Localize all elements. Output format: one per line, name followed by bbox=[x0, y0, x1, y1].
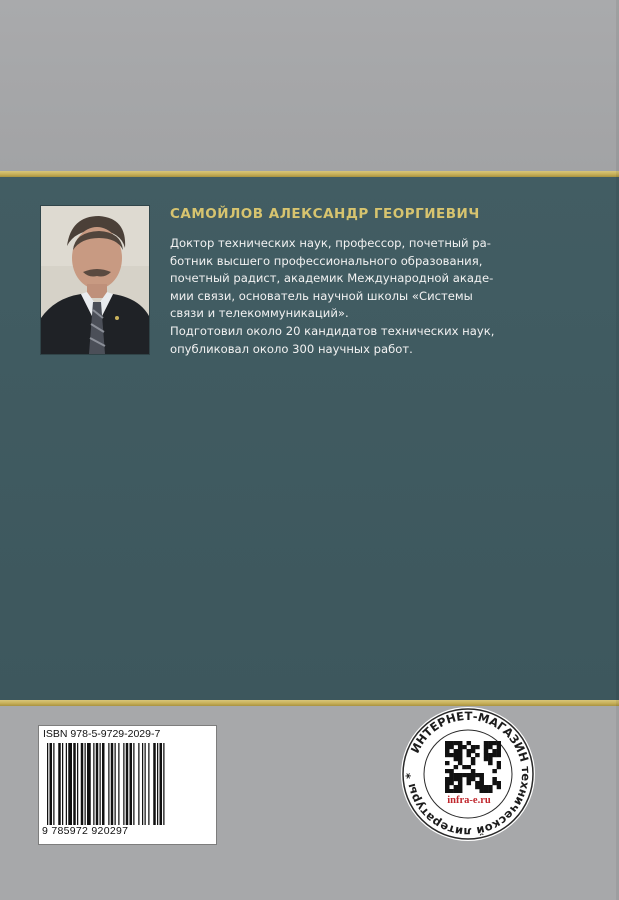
isbn-label: ISBN 978-5-9729-2029-7 bbox=[43, 728, 161, 740]
author-name: САМОЙЛОВ АЛЕКСАНДР ГЕОРГИЕВИЧ bbox=[170, 206, 480, 222]
qr-code bbox=[445, 741, 501, 793]
qr-code-icon bbox=[445, 741, 501, 793]
author-bio bbox=[170, 235, 590, 358]
shop-url: infra-e.ru bbox=[447, 795, 491, 806]
bio-line: опубликовал около 300 научных работ. bbox=[170, 341, 413, 356]
isbn-barcode-block bbox=[38, 725, 217, 845]
bio-line: связи и телекоммуникаций». bbox=[170, 306, 349, 321]
seal-ring-text: ИНТЕРНЕТ-МАГАЗИН технической литературы * bbox=[402, 708, 534, 840]
bio-line: Подготовил около 20 кандидатов технических наук, bbox=[170, 323, 495, 338]
bio-line: Доктор технических наук, профессор, почетный ра- bbox=[170, 236, 491, 250]
barcode-digits: 9 785972 920297 bbox=[42, 825, 129, 837]
cover-top-band bbox=[0, 0, 619, 171]
bio-line: мии связи, основатель научной школы «Системы bbox=[170, 288, 473, 303]
bio-line: ботник высшего профессионального образования, bbox=[170, 253, 483, 268]
author-photo bbox=[41, 206, 149, 354]
barcode-icon bbox=[47, 743, 209, 825]
bio-line: почетный радист, академик Международной акаде- bbox=[170, 271, 494, 286]
